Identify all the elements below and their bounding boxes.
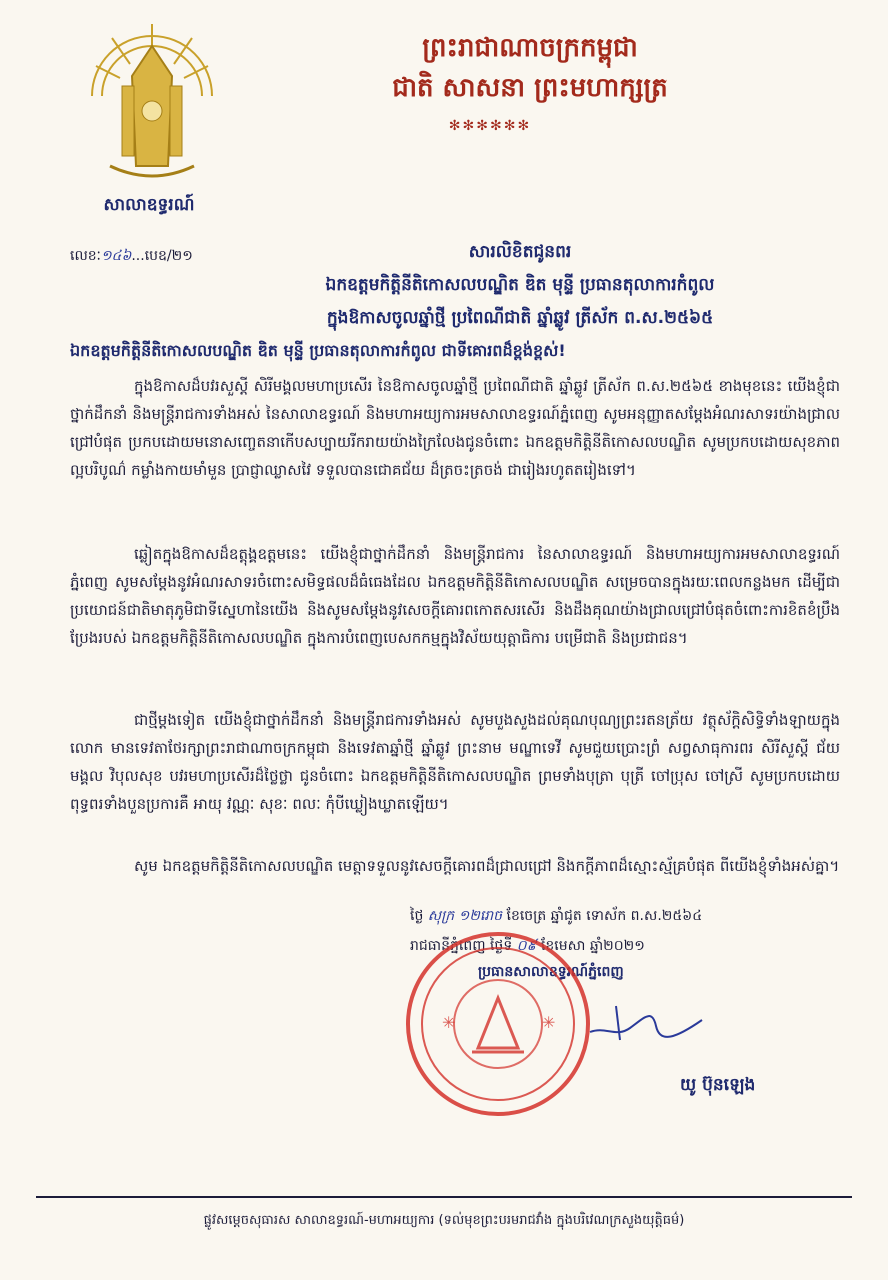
paragraph-1-text: ក្នុងឱកាសដ៏បវរសួស្តី សិរីមង្គលមហាប្រសើរ នៃឱកាសចូលឆ្នាំថ្មី ប្រពៃណីជាតិ ឆ្នាំឆ្លូវ ត្រីស័ក ព.ស.២៥៦៥ ខាងមុខនេះ យើងខ្ញុំជាថ្នាក់ដឹកនាំ និងមន្ត្រីរាជការទាំងអស់ នៃសាលាឧទ្ធរណ៍ និងមហាអយ្យការអមសាលាឧទ្ធរណ៍ភ្នំពេញ សូមអនុញ្ញាតសម្តែងអំណរសាទរយ៉ាងជ្រាលជ្រៅបំផុត ប្រកបដោយមនោសញ្ចេតនាកើបសប្បាយរីករាយយ៉ាងក្រៃលែងជូនចំពោះ ឯកឧត្តមកិត្តិនីតិកោសលបណ្ឌិត សូមប្រកបដោយសុខភាពល្អបរិបូណ៌ កម្លាំងកាយមាំមួន ប្រាជ្ញាឈ្លាសវៃ ទទួលបានជោគជ័យ ដ៏ត្រចះត្រចង់ ជារៀងរហូតតរៀងទៅ។ bbox=[70, 377, 840, 479]
court-name: សាលាឧទ្ធរណ៍ bbox=[103, 195, 195, 215]
paragraph-4 bbox=[70, 852, 840, 880]
svg-text:✳: ✳ bbox=[442, 1013, 456, 1032]
header-ornament: ✻✻✻✻✻✻ bbox=[448, 118, 532, 134]
lunar-date-prefix: ថ្ងៃ bbox=[410, 908, 424, 924]
paragraph-2-text: ឆ្លៀតក្នុងឱកាសដ៏ឧត្តុង្គឧត្តមនេះ យើងខ្ញុំជាថ្នាក់ដឹកនាំ និងមន្ត្រីរាជការ នៃសាលាឧទ្ធរណ៍ និងមហាអយ្យការអមសាលាឧទ្ធរណ៍ភ្នំពេញ សូមសម្តែងនូវអំណរសាទរចំពោះសមិទ្ធផលដ៏ធំធេងដែល ឯកឧត្តមកិត្តិនីតិកោសលបណ្ឌិត សម្រេចបានក្នុងរយៈពេលកន្លងមក ដើម្បីជាប្រយោជន៍ជាតិមាតុភូមិជាទីស្នេហានៃយើង និងសូមសម្តែងនូវសេចក្តីគោរពកោតសរសើរ និងដឹងគុណយ៉ាងជ្រាលជ្រៅបំផុតចំពោះការខិតខំប្រឹងប្រែងរបស់ ឯកឧត្តមកិត្តិនីតិកោសលបណ្ឌិត ក្នុងការបំពេញបេសកកម្មក្នុងវិស័យយុត្តាធិការ បម្រើជាតិ និងប្រជាជន។ bbox=[70, 545, 840, 647]
kingdom-header bbox=[300, 28, 760, 108]
title-line-3: ក្នុងឱកាសចូលឆ្នាំថ្មី ប្រពៃណីជាតិ ឆ្នាំឆ្លូវ ត្រីស័ក ព.ស.២៥៦៥ bbox=[326, 308, 714, 328]
paragraph-2 bbox=[70, 540, 840, 652]
paragraph-3 bbox=[70, 706, 840, 818]
handwritten-signature bbox=[586, 998, 706, 1048]
reference-suffix: ...បេឧ/២១ bbox=[131, 248, 193, 264]
royal-emblem-icon bbox=[82, 16, 222, 186]
signer-name: យូ ប៊ុនឡេង bbox=[680, 1075, 756, 1095]
svg-text:✳: ✳ bbox=[542, 1013, 556, 1032]
paragraph-4-text: សូម ឯកឧត្តមកិត្តិនីតិកោសលបណ្ឌិត មេត្តាទទួលនូវសេចក្តីគោរពដ៏ជ្រាលជ្រៅ និងកក្តីភាពដ៏ស្មោះស្ម័គ្របំផុត ពីយើងខ្ញុំទាំងអស់គ្នា។ bbox=[134, 857, 840, 875]
lunar-date-handwritten: សុក្រ ១២រោច bbox=[427, 908, 503, 924]
national-motto: ជាតិ សាសនា ព្រះមហាក្សត្រ bbox=[392, 73, 668, 103]
solar-date-prefix: រាជធានីភ្នំពេញ ថ្ងៃទី bbox=[410, 938, 513, 954]
solar-date-rest: ខែមេសា ឆ្នាំ២០២១ bbox=[540, 938, 645, 954]
lunar-date-rest: ខែចេត្រ ឆ្នាំជូត ទោស័ក ព.ស.២៥៦៤ bbox=[506, 908, 703, 924]
salutation: ឯកឧត្តមកិត្តិនីតិកោសលបណ្ឌិត ឌិត មុន្ទី ប្រធានតុលាការកំពូល ជាទីគោរពដ៏ខ្ពង់ខ្ពស់! bbox=[70, 341, 566, 360]
title-line-2: ឯកឧត្តមកិត្តិនីតិកោសលបណ្ឌិត ឌិត មុន្ទី ប្រធានតុលាការកំពូល bbox=[325, 275, 715, 295]
footer-address: ផ្លូវសម្តេចសុធារស សាលាឧទ្ធរណ៍-មហាអយ្យការ (ទល់មុខព្រះបរមរាជវាំង ក្នុងបរិវេណក្រសួងយុត្តិធម៌) bbox=[203, 1213, 685, 1228]
official-seal-icon bbox=[402, 928, 594, 1120]
reference-handwritten-number: ១៤៦ bbox=[100, 248, 132, 264]
letter-title bbox=[200, 236, 840, 335]
kingdom-name: ព្រះរាជាណាចក្រកម្ពុជា bbox=[422, 33, 638, 63]
reference-number bbox=[70, 246, 193, 267]
reference-prefix: លេខៈ bbox=[70, 248, 101, 264]
lunar-date bbox=[410, 906, 840, 927]
title-line-1: សារលិខិតជូនពរ bbox=[468, 242, 572, 262]
solar-date-handwritten: ០៩ bbox=[516, 938, 537, 954]
footer-divider bbox=[36, 1196, 852, 1198]
paragraph-1 bbox=[70, 372, 840, 484]
signatory-office: ប្រធានសាលាឧទ្ធរណ៍ភ្នំពេញ bbox=[478, 964, 624, 980]
paragraph-3-text: ជាថ្មីម្តងទៀត យើងខ្ញុំជាថ្នាក់ដឹកនាំ និងមន្ត្រីរាជការទាំងអស់ សូមបួងសួងដល់គុណបុណ្យព្រះរតនត្រ័យ វត្ថុស័ក្តិសិទ្ធិទាំងឡាយក្នុងលោក មានទេវតាថែរក្សាព្រះរាជាណាចក្រកម្ពុជា និងទេវតាឆ្នាំថ្មី ឆ្នាំឆ្លូវ ព្រះនាម មណ្ឌាទេវី សូមជួយប្រោះព្រំ សព្វសាធុការពរ សិរីសួស្តី ជ័យមង្គល វិបុលសុខ បវរមហាប្រសើរដ៏ថ្លៃថ្លា ជូនចំពោះ ឯកឧត្តមកិត្តិនីតិកោសលបណ្ឌិត ព្រមទាំងបុត្រា បុត្រី ចៅប្រុស ចៅស្រី សូមប្រកបដោយពុទ្ធពរទាំងបួនប្រការគឺ អាយុ វណ្ណៈ សុខៈ ពលៈ កុំបីឃ្លៀងឃ្លាតឡើយ។ bbox=[70, 711, 840, 813]
